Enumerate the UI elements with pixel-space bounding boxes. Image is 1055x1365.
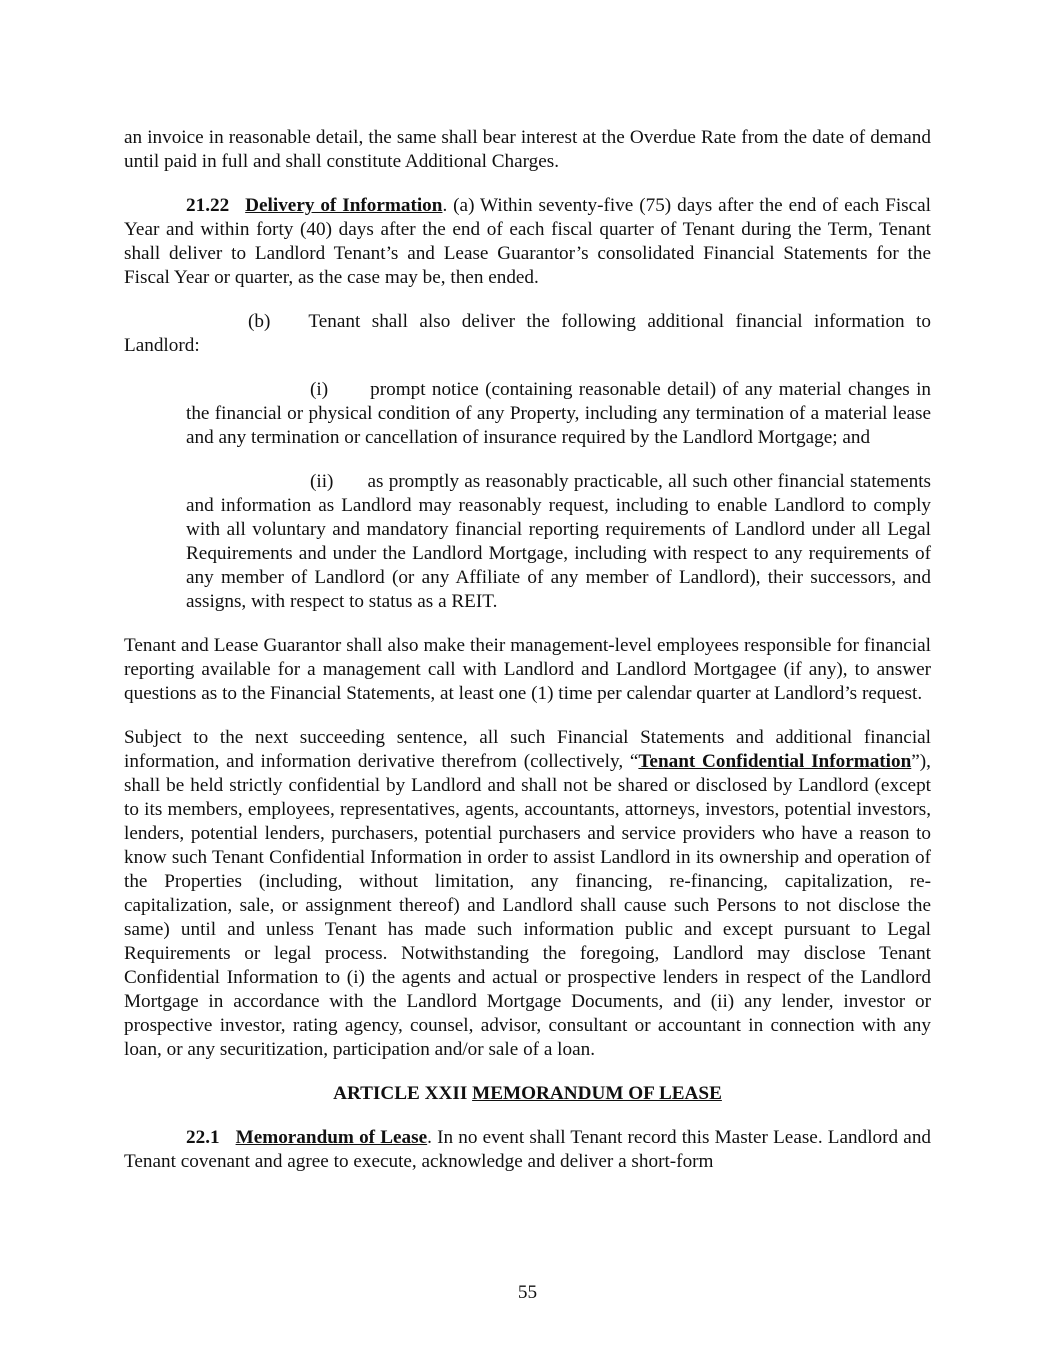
confidentiality-paragraph [124,726,931,1062]
clause-label: (b) [248,311,271,332]
article-label: ARTICLE XXII [333,1083,468,1104]
confidentiality-text-end: ”), shall be held strictly confidential by Landlord and shall not be shared or disclosed by Landlord (except to its members, employees, representatives, agents, accountants, attorneys, investors, potential investors, lenders, potential lenders, purchasers, potential purchasers and service providers who have a reason to know such Tenant Confidential Information in order to assist Landlord in its ownership and operation of the Properties (including, without limitation, any financing, re-financing, capitalization, re-capitalization, sale, or assignment thereof) and Landlord shall cause such Persons to not disclose the same) until and unless Tenant has made such information public and except pursuant to Legal Requirements or legal process. Notwithstanding the foregoing, Landlord may disclose Tenant Confidential Information to (i) the agents and actual or prospective lenders in respect of the Landlord Mortgage in accordance with the Landlord Mortgage Documents, and (ii) any lender, investor or prospective investor, rating agency, counsel, advisor, consultant or accountant in connection with any loan, or any securitization, participation and/or sale of a loan. [124,751,931,1060]
subclause-ii [186,470,931,614]
section-number: 21.22 [186,195,230,216]
continuation-paragraph: an invoice in reasonable detail, the same shall bear interest at the Overdue Rate from the date of demand until paid in full and shall constitute Additional Charges. [124,127,931,172]
subclause-text: as promptly as reasonably practicable, all such other financial statements and information as Landlord may reasonably request, including to enable Landlord to comply with all voluntary and mandatory financial reporting requirements of Landlord under all Legal Requirements and under the Landlord Mortgage, including with respect to any requirements of any member of Landlord (or any Affiliate of any member of Landlord), their successors, and assigns, with respect to status as a REIT. [186,471,931,612]
subclause-text: prompt notice (containing reasonable detail) of any material changes in the financial or physical condition of any Property, including any termination of a material lease and any termination or cancellation of insurance required by the Landlord Mortgage; and [186,379,931,448]
clause-text: Tenant shall also deliver the following additional financial information to Landlord: [124,311,931,356]
subclause-label: (i) [310,379,329,400]
subclause-label: (ii) [310,471,334,492]
subclause-i [186,378,931,450]
document-page [124,126,931,1174]
page-number: 55 [517,1282,538,1303]
section-21-22-paragraph-a: 21.22 Delivery of Information. (a) Within seventy-five (75) days after the end of each Fiscal Year and within forty (40) days after the end of each fiscal quarter of Tenant during the Term, Tenant shall deliver to Landlord Tenant’s and Lease Guarantor’s consolidated Financial Statements for the Fiscal Year or quarter, as the case may be, then ended. [124,195,932,288]
confidentiality-text-start: Subject to the next succeeding sentence, all such Financial Statements and additional financial information, and information derivative therefrom (collectively, “ [124,727,931,772]
section-text: In no event shall Tenant record this Master Lease. Landlord and Tenant covenant and agree to execute, acknowledge and deliver a short-form [124,1127,932,1172]
management-call-paragraph: Tenant and Lease Guarantor shall also make their management-level employees responsible for financial reporting available for a management call with Landlord and Landlord Mortgagee (if any), to answer questions as to the Financial Statements, at least one (1) time per calendar quarter at Landlord’s request. [124,635,931,704]
section-21-22-paragraph-b [124,310,931,358]
defined-term: Tenant Confidential Information [638,751,912,772]
section-22-1-paragraph: 22.1 Memorandum of Lease. In no event shall Tenant record this Master Lease. Landlord and Tenant covenant and agree to execute, acknowledge and deliver a short-form [124,1127,932,1172]
section-title: Delivery of Information [245,195,443,216]
article-title: MEMORANDUM OF LEASE [472,1083,722,1104]
section-text: (a) Within seventy-five (75) days after the end of each Fiscal Year and within forty (40) days after the end of each fiscal quarter of Tenant during the Term, Tenant shall deliver to Landlord Tenant’s and Lease Guarantor’s consolidated Financial Statements for the Fiscal Year or quarter, as the case may be, then ended. [124,195,932,288]
section-title: Memorandum of Lease [235,1127,428,1148]
section-number: 22.1 [186,1127,220,1148]
article-heading [124,1082,931,1106]
